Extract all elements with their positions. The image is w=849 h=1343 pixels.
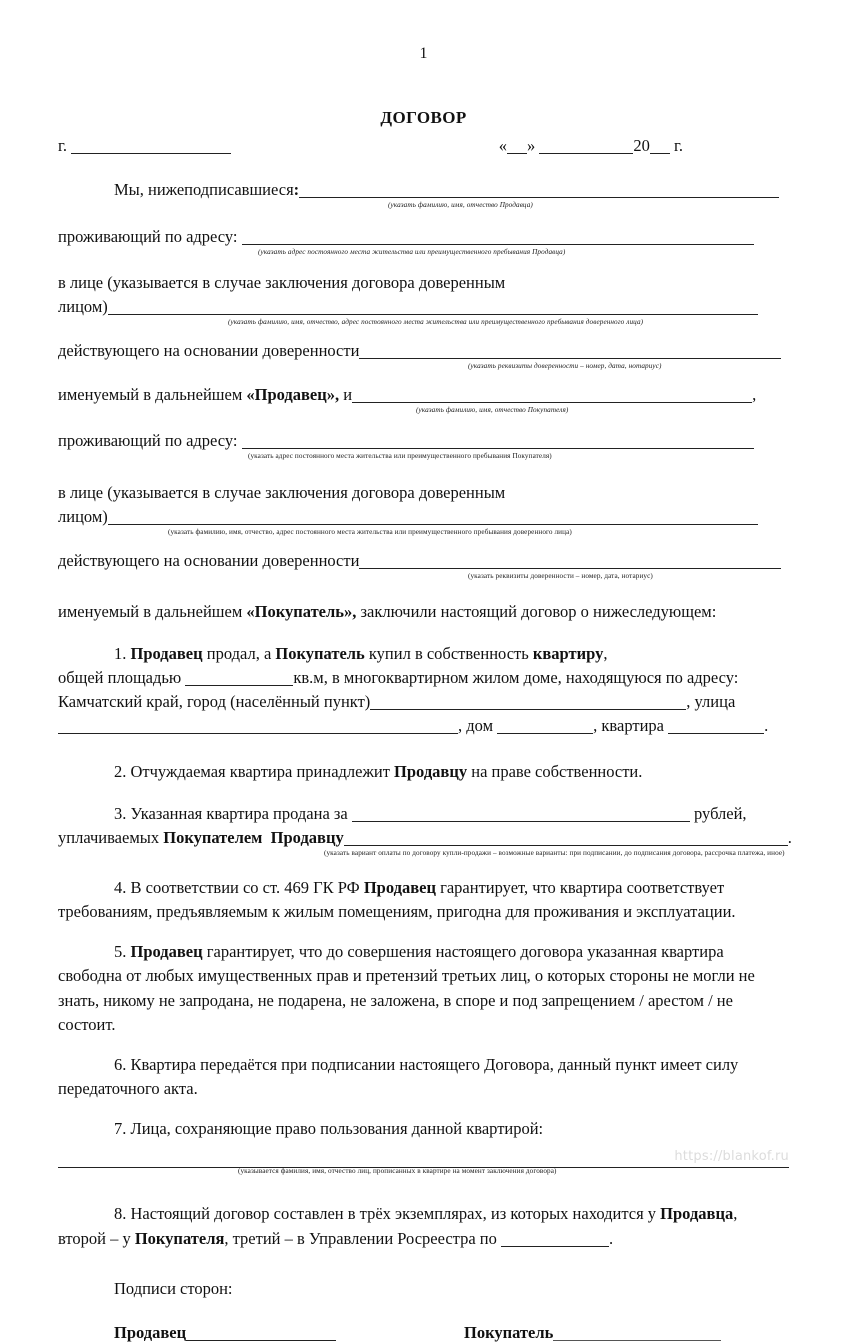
clause-1-t2: купил в собственность [364, 643, 533, 663]
buyer-fio-blank[interactable] [352, 387, 752, 403]
named-seller-comma: , [752, 385, 757, 404]
seller-poa-row [58, 339, 789, 363]
clause-8 [58, 1202, 789, 1251]
clause-5 [58, 940, 789, 1038]
buyer-poa-hint: (указать реквизиты доверенности – номер, дата, нотариус) [468, 572, 653, 580]
clause-1-line3 [58, 690, 789, 714]
clause-5-bold: Продавец [130, 941, 203, 961]
seller-address-block [58, 225, 789, 259]
signatures-row [58, 1323, 789, 1343]
named-buyer-prefix: именуемый в дальнейшем [58, 602, 247, 621]
buyer-proxy-line1: в лице (указывается в случае заключения договора доверенным [58, 483, 506, 502]
undersigned-row [58, 178, 789, 202]
seller-signature-label: Продавец [114, 1323, 187, 1342]
clause-3-price-blank[interactable] [352, 806, 690, 822]
clause-1-region-label: Камчатский край, город (населённый пункт) [58, 691, 371, 711]
named-seller-prefix: именуемый в дальнейшем [58, 385, 247, 404]
seller-address-blank[interactable] [242, 229, 754, 245]
clause-4-bold: Продавец [363, 877, 436, 897]
seller-signature-field[interactable] [58, 1323, 464, 1343]
clause-4 [58, 876, 789, 925]
clause-1-flat-label: , квартира [593, 715, 664, 735]
seller-fio-hint-wrap [58, 202, 789, 212]
seller-signature-blank[interactable] [186, 1325, 336, 1341]
clause-1-city-blank[interactable] [370, 694, 686, 710]
buyer-poa-label: действующего на основании доверенности [58, 551, 360, 570]
named-buyer-row [58, 600, 789, 625]
seller-fio-hint: (указать фамилию, имя, отчество Продавца) [388, 201, 533, 209]
clause-3-line1 [58, 802, 789, 826]
clause-3-hint-wrap [58, 850, 789, 860]
page-number: 1 [419, 45, 428, 62]
seller-proxy-blank[interactable] [108, 299, 758, 315]
buyer-proxy-block [58, 481, 789, 539]
buyer-address-hint-wrap [58, 453, 789, 463]
buyer-signature-blank[interactable] [553, 1326, 721, 1341]
clause-1-street-blank[interactable] [58, 718, 458, 734]
buyer-signature-field[interactable] [464, 1323, 721, 1343]
clause-1-street-label: , улица [686, 691, 736, 711]
clause-1-seller: Продавец [130, 643, 203, 663]
undersigned-block [58, 178, 789, 212]
clause-3-line2 [58, 826, 792, 850]
clause-1-line1 [58, 642, 789, 666]
named-seller-bold: «Продавец», [246, 385, 340, 404]
date-quote-close: » [526, 136, 536, 155]
clause-3-pre: 3. Указанная квартира продана за [114, 803, 348, 823]
clause-7 [58, 1117, 789, 1179]
buyer-address-blank[interactable] [242, 433, 754, 449]
seller-address-row [58, 225, 789, 249]
clause-1-t3: , [603, 643, 608, 663]
clause-2-pre: 2. Отчуждаемая квартира принадлежит [114, 761, 395, 781]
buyer-address-block [58, 429, 789, 463]
seller-address-hint: (указать адрес постоянного места жительства или преимущественного пребывания Продавца) [258, 248, 566, 256]
clause-7-hint-wrap [58, 1168, 789, 1178]
seller-proxy-line1: в лице (указывается в случае заключения договора доверенным [58, 273, 506, 292]
named-buyer-bold: «Покупатель», [246, 602, 357, 621]
page-title: ДОГОВОР [380, 108, 467, 127]
seller-fio-blank[interactable] [299, 182, 779, 198]
named-buyer-post: заключили настоящий договор о нижеследующем: [356, 602, 717, 621]
clause-1-house-label: , дом [458, 715, 494, 735]
buyer-poa-block [58, 549, 789, 583]
clause-1-flat-blank[interactable] [668, 718, 764, 734]
clause-6: 6. Квартира передаётся при подписании настоящего Договора, данный пункт имеет силу передаточного акта. [58, 1054, 739, 1098]
buyer-poa-row [58, 549, 789, 573]
clause-8-post: , третий – в Управлении Росреестра по [224, 1228, 497, 1248]
seller-proxy-hint-wrap [58, 319, 789, 329]
site-watermark: https://blankof.ru [674, 1149, 789, 1164]
buyer-proxy-hint: (указать фамилию, имя, отчество, адрес постоянного места жительства или преимущественного пребывания доверенного лица) [168, 528, 572, 536]
clause-5-num: 5. [114, 941, 131, 961]
city-field[interactable] [58, 136, 231, 156]
clause-8-bold2: Покупателя [134, 1228, 225, 1248]
buyer-address-row [58, 429, 789, 453]
clause-1 [58, 642, 789, 738]
clause-8-end: . [609, 1228, 614, 1248]
seller-proxy-line2 [58, 295, 789, 319]
day-blank-rule[interactable] [507, 138, 527, 154]
clause-1-area-post: кв.м, в многоквартирном жилом доме, находящуюся по адресу: [293, 667, 739, 687]
seller-proxy-label2: лицом) [58, 297, 108, 316]
city-blank-rule[interactable] [71, 138, 231, 154]
seller-poa-block [58, 339, 789, 373]
clause-3-seller: Продавцу [270, 827, 344, 847]
named-seller-row [58, 383, 789, 407]
clause-3-paid-by: уплачиваемых [58, 827, 164, 847]
clause-1-num: 1. [114, 643, 131, 663]
clause-1-t1: продал, а [202, 643, 276, 663]
year-suffix-label: г. [673, 136, 683, 155]
clause-1-line2 [58, 666, 789, 690]
clause-8-mid: , второй – у [58, 1204, 738, 1248]
city-prefix-label: г. [58, 136, 68, 155]
clause-2 [58, 760, 789, 784]
seller-poa-blank[interactable] [359, 343, 781, 359]
clause-3 [58, 802, 792, 860]
clause-8-office-blank[interactable] [501, 1231, 609, 1247]
buyer-address-hint: (указать адрес постоянного места жительства или преимущественного пребывания Покупателя) [248, 452, 552, 460]
buyer-fio-hint-wrap [58, 407, 789, 417]
clause-8-bold1: Продавца [660, 1204, 734, 1223]
seller-poa-label: действующего на основании доверенности [58, 341, 360, 360]
clause-2-bold: Продавцу [394, 761, 468, 781]
clause-1-buyer: Покупатель [275, 643, 365, 663]
buyer-signature-label: Покупатель [464, 1323, 554, 1342]
buyer-proxy-blank[interactable] [108, 509, 758, 525]
named-seller-post: и [339, 385, 353, 404]
year-blank-rule[interactable] [650, 138, 670, 154]
clause-3-hint: (указать вариант оплаты по договору купли-продажи – возможные варианты: при подписании, до подписания договора, рассрочка платежа, иное) [324, 848, 785, 857]
clause-4-post: гарантирует, что квартира соответствует требованиям, предъявляемым к жилым помещениям, пригодна для проживания и эксплуатации. [58, 877, 736, 921]
clause-3-payment-blank[interactable] [344, 830, 788, 846]
seller-poa-hint: (указать реквизиты доверенности – номер, дата, нотариус) [468, 362, 662, 370]
clause-8-pre: 8. Настоящий договор составлен в трёх экземплярах, из которых находится у [114, 1204, 661, 1223]
buyer-proxy-label2: лицом) [58, 507, 108, 526]
year-prefix-label: 20 [633, 136, 650, 155]
signatures-heading: Подписи сторон: [114, 1279, 233, 1298]
seller-address-label: проживающий по адресу: [58, 227, 238, 246]
date-field[interactable] [499, 136, 789, 156]
clause-3-end: . [787, 827, 792, 847]
clause-3-rub: рублей, [694, 803, 747, 823]
date-quote-open: « [498, 136, 507, 155]
clause-4-pre: 4. В соответствии со ст. 469 ГК РФ [114, 877, 364, 897]
clause-3-buyer: Покупателем [163, 827, 263, 847]
undersigned-colon: : [293, 180, 300, 199]
buyer-poa-blank[interactable] [359, 553, 781, 569]
seller-proxy-hint: (указать фамилию, имя, отчество, адрес постоянного места жительства или преимущественного пребывания доверенного лица) [228, 318, 644, 326]
seller-proxy-block [58, 271, 789, 329]
buyer-proxy-hint-wrap [58, 529, 789, 539]
clause-1-area-label: общей площадью [58, 667, 182, 687]
clause-7-hint: (указывается фамилия, имя, отчество лиц, прописанных в квартире на момент заключения договора) [238, 1167, 557, 1175]
clause-5-post: гарантирует, что до совершения настоящего договора указанная квартира свободна от любых имущественных прав и претензий третьих лиц, о которых стороны не могли не знать, никому не запродана, не подарена, не заложена, в споре и под запрещением / арестом / не состоит. [58, 941, 755, 1034]
buyer-fio-hint: (указать фамилию, имя, отчество Покупателя) [416, 406, 569, 414]
clause-1-area-blank[interactable] [185, 670, 293, 686]
clause-1-apartment: квартиру [532, 643, 604, 663]
buyer-address-label: проживающий по адресу: [58, 431, 238, 450]
named-seller-block [58, 383, 789, 417]
month-blank-rule[interactable] [539, 138, 633, 154]
clause-7-text: 7. Лица, сохраняющие право пользования данной квартирой: [114, 1118, 544, 1138]
clause-1-line4 [58, 714, 789, 738]
seller-poa-hint-wrap [58, 363, 789, 373]
clause-1-end: . [764, 715, 769, 735]
buyer-proxy-line2 [58, 505, 789, 529]
clause-1-house-blank[interactable] [497, 718, 593, 734]
city-date-row [58, 136, 789, 156]
undersigned-label: Мы, нижеподписавшиеся [114, 180, 294, 199]
seller-address-hint-wrap [58, 249, 789, 259]
clause-2-post: на праве собственности. [467, 761, 643, 781]
buyer-poa-hint-wrap [58, 573, 789, 583]
